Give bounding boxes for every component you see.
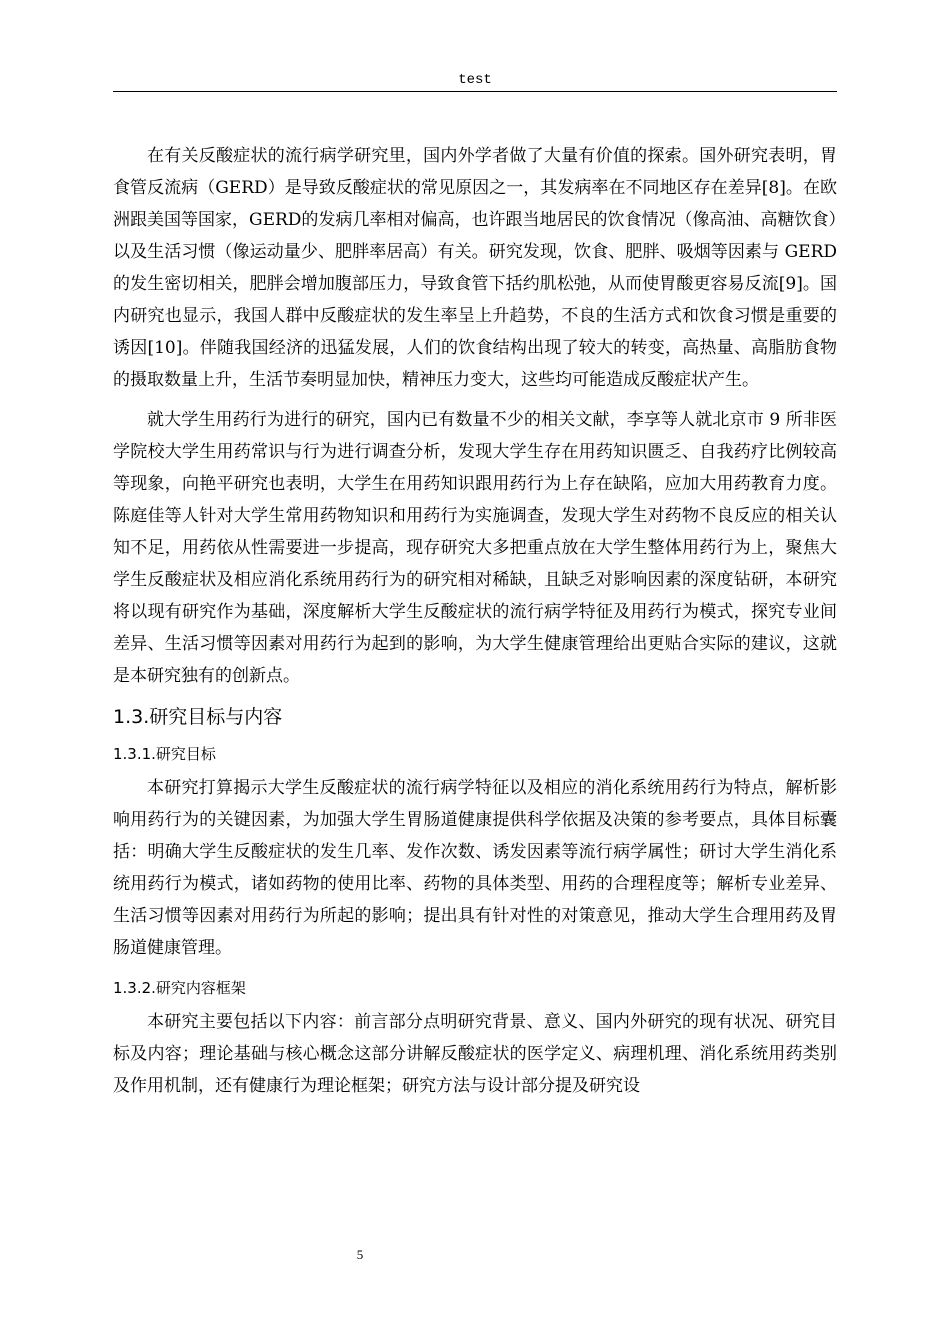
section-heading-1-3: 1.3.研究目标与内容 xyxy=(113,706,283,728)
page-number: 5 xyxy=(356,1247,364,1262)
subsection-heading-1-3-2: 1.3.2.研究内容框架 xyxy=(113,979,246,997)
page-header: test xyxy=(458,72,492,88)
subsection-heading-1-3-1: 1.3.1.研究目标 xyxy=(113,745,216,763)
page-body xyxy=(113,140,837,1102)
paragraph-medication-behavior: 就大学生用药行为进行的研究，国内已有数量不少的相关文献，李享等人就北京市 9 所非医学院校大学生用药常识与行为进行调查分析，发现大学生存在用药知识匮乏、自我药疗比例较高等现象，向艳平研究也表明，大学生在用药知识跟用药行为上存在缺陷，应加大用药教育力度。陈庭佳等人针对大学生常用药物知识和用药行为实施调查，发现大学生对药物不良反应的相关认知不足，用药依从性需要进一步提高，现存研究大多把重点放在大学生整体用药行为上，聚焦大学生反酸症状及相应消化系统用药行为的研究相对稀缺，且缺乏对影响因素的深度钻研，本研究将以现有研究作为基础，深度解析大学生反酸症状的流行病学特征及用药行为模式，探究专业间差异、生活习惯等因素对用药行为起到的影响，为大学生健康管理给出更贴合实际的建议，这就是本研究独有的创新点。 xyxy=(113,410,837,686)
paragraph-epidemiology: 在有关反酸症状的流行病学研究里，国内外学者做了大量有价值的探索。国外研究表明，胃食管反流病（GERD）是导致反酸症状的常见原因之一，其发病率在不同地区存在差异[8]。在欧洲跟美国等国家，GERD的发病几率相对偏高，也许跟当地居民的饮食情况（像高油、高糖饮食）以及生活习惯（像运动量少、肥胖率居高）有关。研究发现，饮食、肥胖、吸烟等因素与 GERD 的发生密切相关，肥胖会增加腹部压力，导致食管下括约肌松弛，从而使胃酸更容易反流[9]。国内研究也显示，我国人群中反酸症状的发生率呈上升趋势，不良的生活方式和饮食习惯是重要的诱因[10]。伴随我国经济的迅猛发展，人们的饮食结构出现了较大的转变，高热量、高脂肪食物的摄取数量上升，生活节奏明显加快，精神压力变大，这些均可能造成反酸症状产生。 xyxy=(113,146,837,390)
paragraph-research-framework: 本研究主要包括以下内容：前言部分点明研究背景、意义、国内外研究的现有状况、研究目标及内容；理论基础与核心概念这部分讲解反酸症状的医学定义、病理机理、消化系统用药类别及作用机制，还有健康行为理论框架；研究方法与设计部分提及研究设 xyxy=(113,1012,837,1096)
paragraph-research-goals: 本研究打算揭示大学生反酸症状的流行病学特征以及相应的消化系统用药行为特点，解析影响用药行为的关键因素，为加强大学生胃肠道健康提供科学依据及决策的参考要点，具体目标囊括：明确大学生反酸症状的发生几率、发作次数、诱发因素等流行病学属性；研讨大学生消化系统用药行为模式，诸如药物的使用比率、药物的具体类型、用药的合理程度等；解析专业差异、生活习惯等因素对用药行为所起的影响；提出具有针对性的对策意见，推动大学生合理用药及胃肠道健康管理。 xyxy=(113,778,837,958)
header-rule xyxy=(113,91,837,92)
